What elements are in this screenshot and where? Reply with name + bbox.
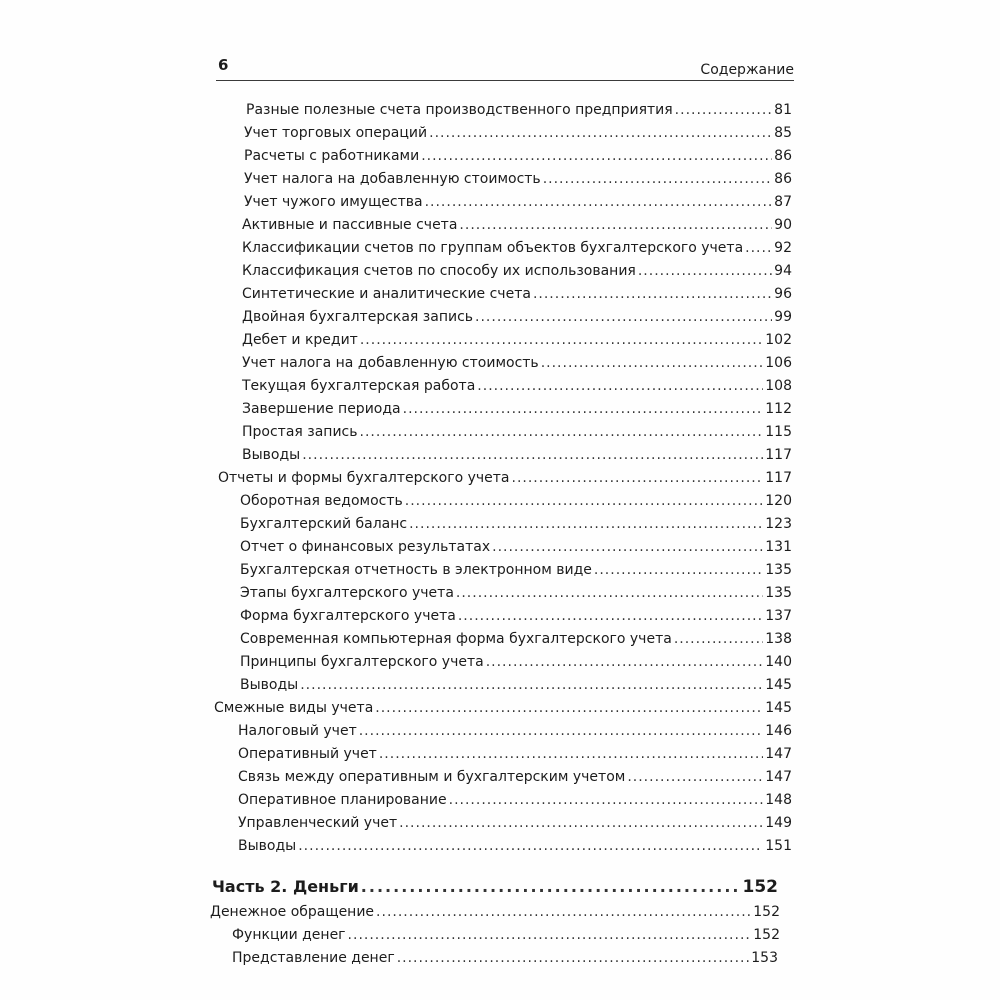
dot-leader <box>512 469 764 487</box>
dot-leader <box>745 239 772 257</box>
dot-leader <box>533 285 772 303</box>
toc-entry-title: Классификация счетов по способу их использования <box>242 263 636 279</box>
toc-entry-page: 85 <box>774 125 792 141</box>
toc-entry[interactable] <box>242 216 792 234</box>
toc-entry[interactable] <box>242 377 792 395</box>
toc-entry-page: 90 <box>774 217 792 233</box>
toc-entry[interactable] <box>244 193 792 211</box>
toc-entry-title: Связь между оперативным и бухгалтерским учетом <box>238 769 626 785</box>
toc-entry-title: Этапы бухгалтерского учета <box>240 585 454 601</box>
toc-entry[interactable] <box>210 903 780 921</box>
dot-leader <box>675 101 773 119</box>
toc-entry-page: 106 <box>765 355 792 371</box>
toc-entry-title: Выводы <box>240 677 299 693</box>
toc-entry-title: Современная компьютерная форма бухгалтерского учета <box>240 631 672 647</box>
dot-leader <box>405 492 763 510</box>
toc-entry[interactable] <box>238 768 792 786</box>
dot-leader <box>403 400 764 418</box>
toc-entry-title: Оперативный учет <box>238 746 377 762</box>
toc-entry-page: 131 <box>765 539 792 555</box>
toc-entry[interactable] <box>238 722 792 740</box>
toc-entry[interactable] <box>238 814 792 832</box>
toc-entry-page: 147 <box>765 769 792 785</box>
dot-leader <box>458 607 763 625</box>
dot-leader <box>674 630 763 648</box>
toc-entry[interactable] <box>242 354 792 372</box>
toc-entry[interactable] <box>240 607 792 625</box>
dot-leader <box>425 193 773 211</box>
dot-leader <box>475 308 772 326</box>
toc-entry-title: Учет налога на добавленную стоимость <box>244 171 541 187</box>
toc-entry-title: Форма бухгалтерского учета <box>240 608 456 624</box>
dot-leader <box>300 676 763 694</box>
toc-entry[interactable] <box>242 239 792 257</box>
dot-leader <box>429 124 772 142</box>
toc-entry-title: Разные полезные счета производственного предприятия <box>246 102 673 118</box>
toc-entry-page: 148 <box>765 792 792 808</box>
dot-leader <box>361 876 741 898</box>
dot-leader <box>638 262 772 280</box>
toc-entry[interactable] <box>240 630 792 648</box>
toc-entry-page: 123 <box>765 516 792 532</box>
toc-entry[interactable] <box>214 699 792 717</box>
toc-entry[interactable] <box>242 331 792 349</box>
toc-entry-page: 115 <box>765 424 792 440</box>
toc-entry-page: 149 <box>765 815 792 831</box>
toc-entry-page: 120 <box>765 493 792 509</box>
toc-entry-page: 146 <box>765 723 792 739</box>
toc-entry-page: 145 <box>765 700 792 716</box>
toc-entry-page: 86 <box>774 148 792 164</box>
toc-entry-title: Выводы <box>242 447 301 463</box>
toc-part-page: 152 <box>742 877 778 897</box>
toc-entry[interactable] <box>240 492 792 510</box>
toc-entry[interactable] <box>232 926 780 944</box>
toc-entry[interactable] <box>240 676 792 694</box>
dot-leader <box>594 561 763 579</box>
dot-leader <box>359 722 764 740</box>
toc-entry-page: 153 <box>751 950 778 966</box>
toc-entry-page: 117 <box>765 470 792 486</box>
toc-entry-page: 135 <box>765 585 792 601</box>
dot-leader <box>298 837 763 855</box>
page-number: 6 <box>218 56 229 74</box>
toc-entry-title: Бухгалтерский баланс <box>240 516 408 532</box>
dot-leader <box>348 926 752 944</box>
toc-entry-page: 96 <box>774 286 792 302</box>
dot-leader <box>486 653 764 671</box>
dot-leader <box>421 147 772 165</box>
toc-entry-page: 102 <box>765 332 792 348</box>
toc-entry-page: 152 <box>753 927 780 943</box>
toc-entry-title: Учет чужого имущества <box>244 194 423 210</box>
toc-entry-page: 112 <box>765 401 792 417</box>
dot-leader <box>477 377 763 395</box>
toc-entry-title: Представление денег <box>232 950 395 966</box>
toc-entry-page: 86 <box>774 171 792 187</box>
toc-entry-title: Простая запись <box>242 424 358 440</box>
toc-entry[interactable] <box>238 837 792 855</box>
toc-entry-page: 147 <box>765 746 792 762</box>
toc-entry[interactable] <box>218 469 792 487</box>
toc-entry[interactable] <box>240 561 792 579</box>
toc-entry-title: Принципы бухгалтерского учета <box>240 654 484 670</box>
dot-leader <box>360 331 763 349</box>
toc-entry-page: 135 <box>765 562 792 578</box>
dot-leader <box>541 354 764 372</box>
toc-entry-title: Управленческий учет <box>238 815 398 831</box>
toc-entry[interactable] <box>240 653 792 671</box>
toc-entry-page: 81 <box>774 102 792 118</box>
toc-entry-page: 138 <box>765 631 792 647</box>
toc-entry-title: Дебет и кредит <box>242 332 358 348</box>
toc-entry-page: 140 <box>765 654 792 670</box>
dot-leader <box>459 216 772 234</box>
dot-leader <box>376 903 751 921</box>
dot-leader <box>456 584 763 602</box>
toc-entry-page: 94 <box>774 263 792 279</box>
toc-entry[interactable] <box>238 745 792 763</box>
toc-entry-title: Денежное обращение <box>210 904 375 920</box>
toc-entry[interactable] <box>238 791 792 809</box>
toc-entry-page: 151 <box>765 838 792 854</box>
toc-entry-title: Смежные виды учета <box>214 700 374 716</box>
toc-entry-page: 117 <box>765 447 792 463</box>
dot-leader <box>627 768 763 786</box>
toc-entry-title: Бухгалтерская отчетность в электронном виде <box>240 562 592 578</box>
toc-entry-title: Оперативное планирование <box>238 792 447 808</box>
dot-leader <box>492 538 763 556</box>
toc-part-title: Часть 2. Деньги <box>212 877 359 896</box>
toc-entry-title: Учет торговых операций <box>244 125 428 141</box>
toc-entry-title: Текущая бухгалтерская работа <box>242 378 476 394</box>
toc-entry[interactable] <box>240 515 792 533</box>
toc-entry-page: 145 <box>765 677 792 693</box>
toc-entry-title: Синтетические и аналитические счета <box>242 286 531 302</box>
running-title: Содержание <box>700 62 794 78</box>
toc-entry-title: Функции денег <box>232 927 346 943</box>
toc-entry-title: Выводы <box>238 838 297 854</box>
toc-entry-page: 99 <box>774 309 792 325</box>
toc-entry[interactable] <box>242 285 792 303</box>
toc-entry-title: Активные и пассивные счета <box>242 217 458 233</box>
dot-leader <box>449 791 764 809</box>
toc-entry[interactable] <box>240 584 792 602</box>
toc-entry-page: 108 <box>765 378 792 394</box>
toc-entry-page: 152 <box>753 904 780 920</box>
toc-entry[interactable] <box>244 170 792 188</box>
dot-leader <box>543 170 772 188</box>
toc-entry-title: Учет налога на добавленную стоимость <box>242 355 539 371</box>
toc-entry-title: Отчеты и формы бухгалтерского учета <box>218 470 510 486</box>
toc-entry-page: 87 <box>774 194 792 210</box>
dot-leader <box>375 699 763 717</box>
toc-entry[interactable] <box>246 101 792 119</box>
toc-entry[interactable] <box>244 124 792 142</box>
toc-entry[interactable] <box>242 423 792 441</box>
toc-entry-title: Двойная бухгалтерская запись <box>242 309 474 325</box>
dot-leader <box>379 745 763 763</box>
dot-leader <box>360 423 764 441</box>
dot-leader <box>399 814 763 832</box>
toc-entry-title: Оборотная ведомость <box>240 493 403 509</box>
toc-part-entry[interactable] <box>212 876 778 898</box>
toc-entry-title: Классификации счетов по группам объектов бухгалтерского учета <box>242 240 744 256</box>
toc-entry-page: 92 <box>774 240 792 256</box>
toc-entry-title: Расчеты с работниками <box>244 148 420 164</box>
toc-entry[interactable] <box>232 949 778 967</box>
toc-entry-title: Налоговый учет <box>238 723 357 739</box>
toc-entry-title: Отчет о финансовых результатах <box>240 539 491 555</box>
dot-leader <box>302 446 763 464</box>
toc-entry[interactable] <box>242 446 792 464</box>
toc-entry[interactable] <box>240 538 792 556</box>
toc-entry[interactable] <box>242 262 792 280</box>
toc-entry-page: 137 <box>765 608 792 624</box>
toc-entry[interactable] <box>244 147 792 165</box>
dot-leader <box>409 515 763 533</box>
toc-entry[interactable] <box>242 308 792 326</box>
dot-leader <box>397 949 750 967</box>
toc-entry[interactable] <box>242 400 792 418</box>
toc-entry-title: Завершение периода <box>242 401 401 417</box>
